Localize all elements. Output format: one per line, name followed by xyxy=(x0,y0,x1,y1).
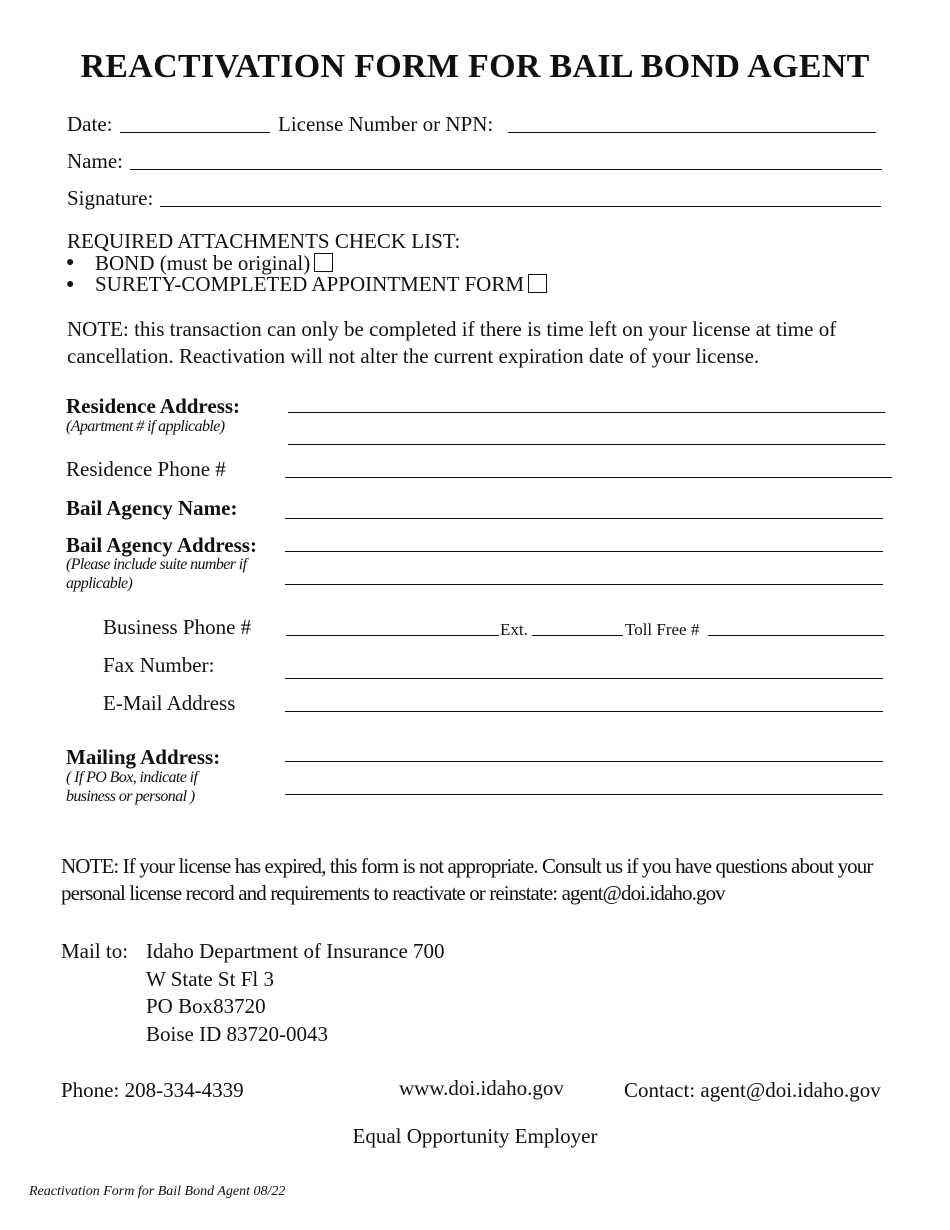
form-footer-id: Reactivation Form for Bail Bond Agent 08/22 xyxy=(29,1184,286,1199)
residence-address-label: Residence Address: xyxy=(66,394,241,418)
checklist-item-label: BOND (must be original) xyxy=(95,251,311,275)
residence-address-hint: (Apartment # if applicable) xyxy=(66,418,225,435)
date-label: Date: xyxy=(67,112,113,136)
note-line: personal license record and requirements to reactivate or reinstate: agent@doi.idaho.gov xyxy=(61,881,725,905)
business-phone-field[interactable] xyxy=(286,635,499,636)
equal-opportunity-statement: Equal Opportunity Employer xyxy=(352,1124,598,1148)
bond-checkbox[interactable] xyxy=(314,253,333,272)
agency-address-line-2[interactable] xyxy=(285,584,883,585)
agency-address-label: Bail Agency Address: xyxy=(66,533,257,557)
date-field[interactable] xyxy=(120,132,270,133)
ext-field[interactable] xyxy=(532,635,623,636)
address-line: Boise ID 83720-0043 xyxy=(146,1022,328,1046)
name-field[interactable] xyxy=(130,169,882,170)
agency-address-hint: applicable) xyxy=(66,575,133,592)
residence-address-line-1[interactable] xyxy=(288,412,885,413)
email-label: E-Mail Address xyxy=(103,691,236,715)
toll-free-label: Toll Free # xyxy=(625,620,700,639)
mailing-address-hint: ( If PO Box, indicate if xyxy=(66,769,198,786)
mailing-address-line-2[interactable] xyxy=(285,794,883,795)
residence-address-line-2[interactable] xyxy=(288,444,885,445)
business-phone-label: Business Phone # xyxy=(103,615,252,639)
ext-label: Ext. xyxy=(500,620,528,639)
address-line: Idaho Department of Insurance 700 xyxy=(146,939,445,963)
bullet: ● xyxy=(66,255,75,270)
mailing-address-hint: business or personal ) xyxy=(66,788,195,805)
bullet: ● xyxy=(66,277,75,292)
mailing-address-label: Mailing Address: xyxy=(66,745,221,769)
agency-name-field[interactable] xyxy=(285,518,883,519)
checklist-heading: REQUIRED ATTACHMENTS CHECK LIST: xyxy=(67,229,461,253)
contact-email[interactable]: Contact: agent@doi.idaho.gov xyxy=(624,1078,881,1102)
appointment-form-checkbox[interactable] xyxy=(528,274,547,293)
toll-free-field[interactable] xyxy=(708,635,884,636)
address-line: PO Box83720 xyxy=(146,994,266,1018)
name-label: Name: xyxy=(67,149,123,173)
residence-phone-label: Residence Phone # xyxy=(66,457,226,481)
fax-label: Fax Number: xyxy=(103,653,215,677)
mail-to-label: Mail to: xyxy=(61,939,129,963)
checklist-item-label: SURETY-COMPLETED APPOINTMENT FORM xyxy=(95,272,524,296)
fax-field[interactable] xyxy=(285,678,883,679)
license-label: License Number or NPN: xyxy=(278,112,494,136)
checklist-item-appointment xyxy=(95,272,547,296)
signature-field[interactable] xyxy=(160,206,881,207)
signature-label: Signature: xyxy=(67,186,154,210)
website-link[interactable]: www.doi.idaho.gov xyxy=(399,1076,564,1100)
note-line: NOTE: If your license has expired, this form is not appropriate. Consult us if you have questions about your xyxy=(61,854,873,878)
residence-phone-field[interactable] xyxy=(285,477,892,478)
agency-address-line-1[interactable] xyxy=(285,551,883,552)
agency-address-hint: (Please include suite number if xyxy=(66,556,247,573)
page-title: REACTIVATION FORM FOR BAIL BOND AGENT xyxy=(80,48,870,85)
license-field[interactable] xyxy=(508,132,876,133)
mailing-address-line-1[interactable] xyxy=(285,761,883,762)
agency-name-label: Bail Agency Name: xyxy=(66,496,238,520)
note-line: cancellation. Reactivation will not alter the current expiration date of your license. xyxy=(67,344,760,368)
address-line: W State St Fl 3 xyxy=(146,967,274,991)
email-field[interactable] xyxy=(285,711,883,712)
note-line: NOTE: this transaction can only be completed if there is time left on your license at time of xyxy=(67,317,837,341)
phone-number: Phone: 208-334-4339 xyxy=(61,1078,244,1102)
